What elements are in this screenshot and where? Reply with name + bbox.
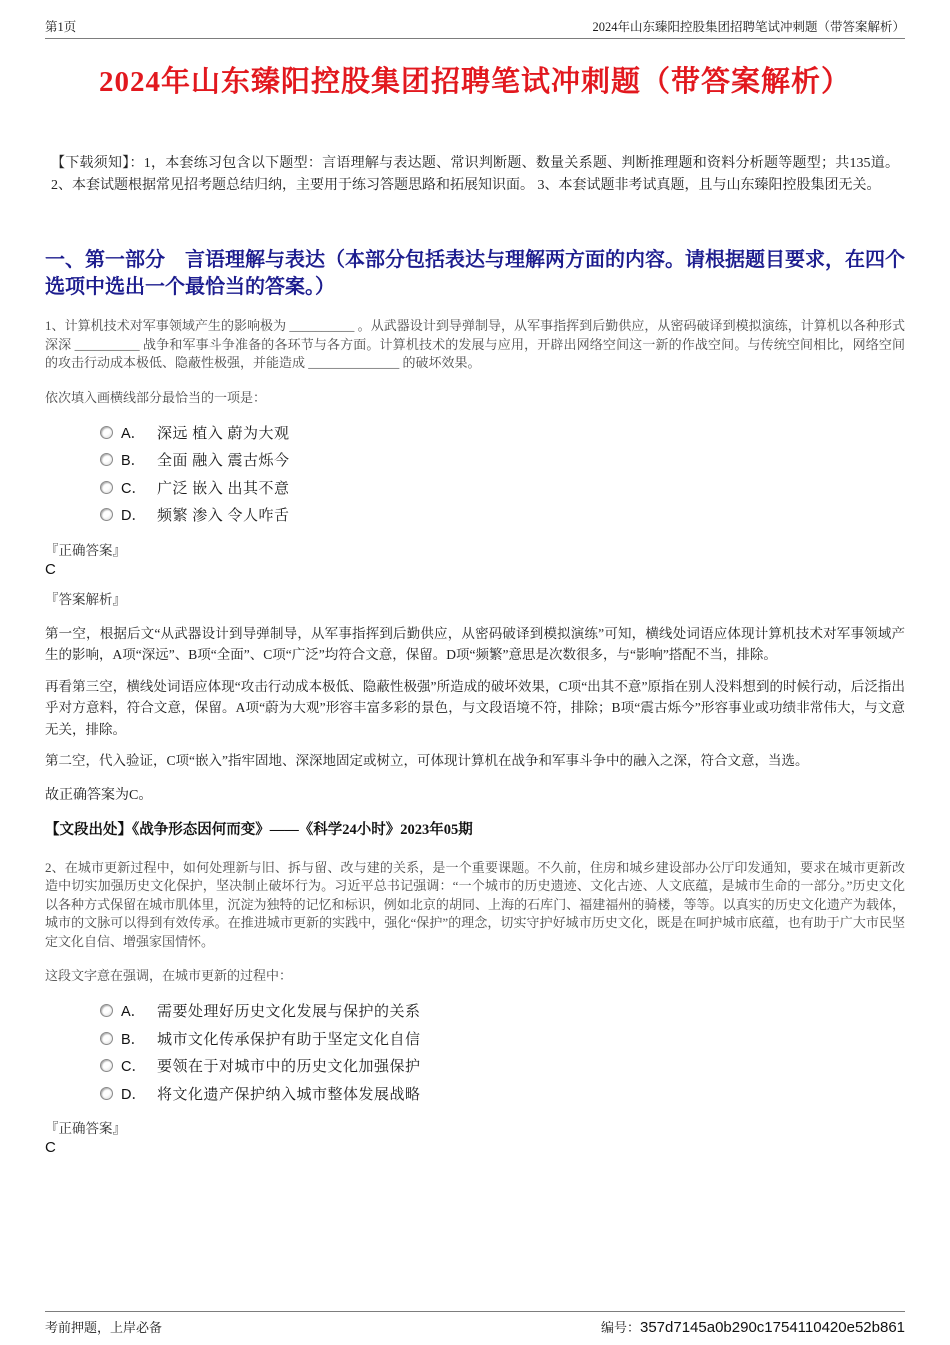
download-notice: 【下载须知】：1，本套练习包含以下题型：言语理解与表达题、常识判断题、数量关系题、判断推理题和资料分析题等题型；共135道。2、本套试题根据常见招考题总结归纳，主要用于练习答题思路和拓展知识面。 3、本套试题非考试真题，且与山东臻阳控股集团无关。 [51,156,899,193]
option-text: 需要处理好历史文化发展与保护的关系 [157,1004,421,1021]
option-row-b [45,1025,905,1053]
footer-serial [601,1317,905,1336]
answer-conclusion: 故正确答案为C。 [45,787,153,803]
radio-button[interactable] [100,1087,113,1100]
header-doc-title: 2024年山东臻阳控股集团招聘笔试冲刺题（带答案解析） [592,20,905,34]
analysis-paragraph: 再看第三空，横线处词语应体现“攻击行动成本极低、隐蔽性极强”所造成的破坏效果，C项“出其不意”原指在别人没料想到的时候行动，后泛指出乎对方意料，符合文意，保留。A项“蔚为大观”形容丰富多彩的景色，与文段语境不符，排除；B项“震古烁今”形容事业或功绩非常伟大，与文意无关，排除。 [45,678,905,737]
question-1-stem: 1、计算机技术对军事领域产生的影响极为 __________ 。从武器设计到导弹制导，从军事指挥到后勤供应，从密码破译到模拟演练，计算机以各种形式深深 __________ 战争和军事斗争准备的各环节与各方面。计算机技术的发展与应用，开辟出网络空间这一新的作战空间。与传统空间相比，网络空间的攻击行动成本极低、隐蔽性极强，并能造成 ______________ 的破坏效果。 [45,318,905,370]
option-letter: D． [121,1086,146,1103]
question-2-prompt: 这段文字意在强调，在城市更新的过程中： [45,968,293,983]
radio-button[interactable] [100,453,113,466]
passage-source: 【文段出处】《战争形态因何而变》——《科学24小时》2023年05期 [45,821,473,838]
option-text: 城市文化传承保护有助于坚定文化自信 [157,1031,421,1048]
option-row-a [45,419,905,447]
page-number: 第1页 [45,20,77,34]
option-text: 频繁 渗入 令人咋舌 [157,508,290,525]
radio-button[interactable] [100,1059,113,1072]
option-text: 要领在于对城市中的历史文化加强保护 [157,1059,421,1076]
question-2 [45,859,905,1157]
option-text: 全面 融入 震古烁今 [157,453,290,470]
analysis-paragraph: 第一空，根据后文“从武器设计到导弹制导，从军事指挥到后勤供应，从密码破译到模拟演练”可知，横线处词语应体现计算机技术对军事领域产生的影响，A项“深远”、B项“全面”、C项“广泛”均符合文意，保留。D项“频繁”意思是次数很多，与“影响”搭配不当，排除。 [45,625,905,662]
question-1 [45,317,905,839]
radio-button[interactable] [100,426,113,439]
radio-button[interactable] [100,508,113,521]
correct-answer-label: 『正确答案』 [45,1121,126,1136]
correct-answer-label: 『正确答案』 [45,542,126,558]
option-text: 将文化遗产保护纳入城市整体发展战略 [157,1086,421,1103]
radio-button[interactable] [100,481,113,494]
page-header [45,0,905,39]
analysis-paragraph: 第二空，代入验证，C项“嵌入”指牢固地、深深地固定或树立，可体现计算机在战争和军事斗争中的融入之深，符合文意，当选。 [45,753,809,768]
option-letter: A． [121,425,146,442]
footer-slogan: 考前押题，上岸必备 [45,1320,163,1335]
option-text: 深远 植入 蔚为大观 [157,425,290,442]
page-footer [45,1311,905,1336]
footer-serial-label: 编号： [600,1320,640,1335]
option-letter: B． [121,1031,146,1048]
question-2-stem: 2、在城市更新过程中，如何处理新与旧、拆与留、改与建的关系，是一个重要课题。不久前，住房和城乡建设部办公厅印发通知，要求在城市更新改造中切实加强历史文化保护，坚决制止破坏行为。习近平总书记强调：“一个城市的历史遗迹、文化古迹、人文底蕴，是城市生命的一部分。”历史文化以各种方式保留在城市肌体里，沉淀为独特的记忆和标识，例如北京的胡同、上海的石库门、福建福州的骑楼，等等。以真实的历史文化遗产为载体，城市的文脉可以得到有效传承。在推进城市更新的实践中，强化“保护”的理念，切实守护好城市历史文化，既是在呵护城市底蕴，也有助于广大市民坚定文化自信、增强家国情怀。 [45,859,905,949]
option-letter: A． [121,1004,146,1021]
question-1-options [45,419,905,529]
option-letter: B． [121,453,146,470]
option-row-d [45,1080,905,1108]
correct-answer-value: C [45,560,56,578]
option-row-a [45,997,905,1025]
radio-button[interactable] [100,1004,113,1017]
option-row-d [45,501,905,529]
option-row-c [45,474,905,502]
option-row-b [45,446,905,474]
question-2-options [45,997,905,1107]
doc-title: 2024年山东臻阳控股集团招聘笔试冲刺题（带答案解析） [98,66,851,98]
correct-answer-value: C [45,1139,56,1156]
option-text: 广泛 嵌入 出其不意 [157,480,290,497]
option-letter: C． [121,480,146,497]
footer-serial-value: 357d7145a0b290c1754110420e52b861 [640,1319,905,1336]
option-letter: D． [121,508,146,525]
radio-button[interactable] [100,1032,113,1045]
option-letter: C． [121,1059,146,1076]
analysis-label: 『答案解析』 [45,591,126,607]
question-1-prompt: 依次填入画横线部分最恰当的一项是： [45,389,267,405]
option-row-c [45,1052,905,1080]
section-heading: 一、第一部分 言语理解与表达（本部分包括表达与理解两方面的内容。请根据题目要求，在四个选项中选出一个最恰当的答案。） [45,249,905,298]
